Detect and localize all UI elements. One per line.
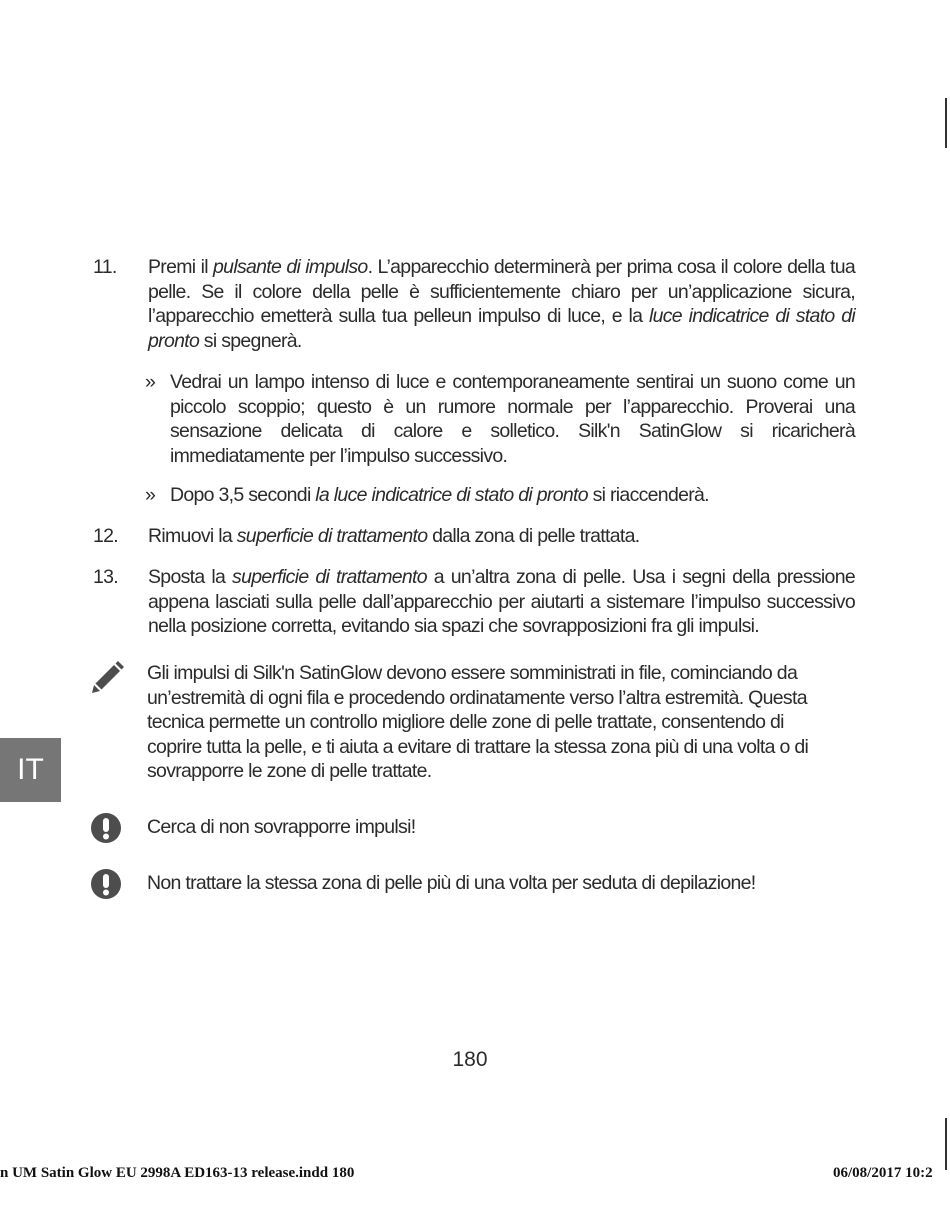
step-11 <box>93 255 855 353</box>
step-12 <box>93 524 855 549</box>
bullet-mark: » <box>145 484 156 506</box>
crop-mark <box>945 1118 947 1170</box>
print-slug-date: 06/08/2017 10:2 <box>833 1165 933 1181</box>
bullet-mark: » <box>145 371 156 393</box>
page-number: 180 <box>452 1048 488 1071</box>
tip-text: Gli impulsi di Silk'n SatinGlow devono essere somministrati in file, cominciando da un’estremità di ogni fila e procedendo ordinatamente verso l’altra estremità. Questa tecnica permette un controllo migliore delle zone di pelle trattate, consentendo di coprire tutta la pelle, e ti aiuta a evitare di trattare la stessa zona più di una volta o di sovrapporre le zone di pelle trattate. <box>147 662 809 783</box>
step-text: Premi il pulsante di impulso. L’apparecchio determinerà per prima cosa il colore della tua pelle. Se il colore della pelle è sufficientemente chiaro per un’applicazione sicura, l’apparecchio emetterà sulla tua pelleun impulso di luce, e la luce indicatrice di stato di pronto si spegnerà. <box>148 256 855 352</box>
emphasis-text: superficie di trattamento <box>232 566 427 588</box>
step-number: 12. <box>93 525 119 547</box>
step-number: 11. <box>93 256 117 278</box>
step-text: Sposta la superficie di trattamento a un’altra zona di pelle. Usa i segni della pressione appena lasciati sulla pelle dall’apparecchio per aiutarti a sistemare l’impulso successivo nella posizione corretta, evitando sia spazi che sovrapposizioni fra gli impulsi. <box>148 566 855 638</box>
language-tab: IT <box>0 738 61 802</box>
pencil-icon <box>90 661 126 702</box>
exclamation-icon <box>90 868 122 907</box>
bullet-item <box>145 370 855 468</box>
warning-text: Non trattare la stessa zona di pelle più di una volta per seduta di depilazione! <box>147 872 756 894</box>
crop-mark <box>945 98 947 148</box>
exclamation-icon <box>90 812 122 851</box>
emphasis-text: pulsante di impulso <box>213 256 368 278</box>
bullet-text: Vedrai un lampo intenso di luce e contemporaneamente sentirai un suono come un piccolo scoppio; questo è un rumore normale per l’apparecchio. Proverai una sensazione delicata di calore e solletico. Silk'n SatinGlow si ricaricherà immediatamente per l’impulso successivo. <box>170 371 855 467</box>
step-number: 13. <box>93 566 119 588</box>
emphasis-text: la luce indicatrice di stato di pronto <box>315 484 588 506</box>
bullet-item <box>145 483 855 508</box>
step-13 <box>93 565 855 639</box>
warning-note <box>90 812 850 844</box>
emphasis-text: luce indicatrice di stato di pronto <box>148 305 855 352</box>
warning-note <box>90 868 850 900</box>
bullet-text: Dopo 3,5 secondi la luce indicatrice di stato di pronto si riaccenderà. <box>170 484 709 506</box>
step-text: Rimuovi la superficie di trattamento dalla zona di pelle trattata. <box>148 525 640 547</box>
warning-text: Cerca di non sovrapporre impulsi! <box>147 816 416 838</box>
tip-note <box>90 661 842 784</box>
print-slug-filename: n UM Satin Glow EU 2998A ED163-13 release.indd 180 <box>0 1165 355 1181</box>
emphasis-text: superficie di trattamento <box>236 525 428 547</box>
